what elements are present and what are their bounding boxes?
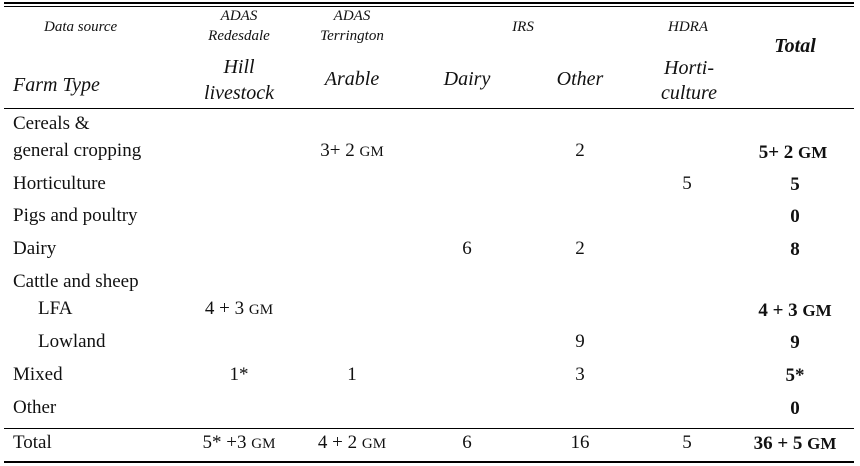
cell-total-hdra: 5	[682, 432, 692, 453]
subhead-arable: Arable	[324, 68, 380, 90]
cell-horticulture-hdra: 5	[682, 173, 692, 194]
source-redesdale-line2: Redesdale	[208, 28, 270, 44]
top-rule-inner	[4, 6, 854, 7]
cell-cereals-total: 5+ 2 GM	[758, 142, 828, 163]
source-irs: IRS	[512, 19, 534, 35]
row-label-cereals-line2: general cropping	[13, 140, 142, 161]
subhead-other: Other	[556, 68, 604, 90]
cell-lfa-total: 4 + 3 GM	[758, 300, 832, 321]
cell-dairy-total: 8	[790, 239, 800, 260]
cell-pigs-total: 0	[790, 206, 800, 227]
total-header: Total	[774, 35, 816, 57]
cell-total-irs-dairy: 6	[462, 432, 472, 453]
cell-total-redesdale: 5* +3 GM	[202, 432, 276, 453]
farm-type-label: Farm Type	[13, 74, 100, 96]
row-label-mixed: Mixed	[13, 364, 63, 385]
cell-lfa-redesdale: 4 + 3 GM	[204, 298, 274, 319]
totals-rule	[4, 428, 854, 429]
row-label-other: Other	[13, 397, 57, 418]
row-label-cattle-sheep: Cattle and sheep	[13, 271, 139, 292]
cell-mixed-irs-other: 3	[575, 364, 585, 385]
header-rule	[4, 108, 854, 109]
cell-cereals-irs-other: 2	[575, 140, 585, 161]
row-label-horticulture: Horticulture	[13, 173, 106, 194]
bottom-rule	[4, 461, 854, 463]
subhead-hill-line1: Hill	[223, 56, 255, 78]
cell-dairy-irs-other: 2	[575, 238, 585, 259]
row-label-pigs: Pigs and poultry	[13, 205, 138, 226]
cell-mixed-total: 5*	[785, 365, 805, 386]
source-hdra: HDRA	[668, 19, 708, 35]
row-label-total: Total	[13, 432, 52, 453]
row-label-lfa: LFA	[38, 298, 73, 319]
cell-mixed-redesdale: 1*	[229, 364, 249, 385]
subhead-horti-line1: Horti-	[664, 57, 714, 79]
cell-total-terrington: 4 + 2 GM	[317, 432, 387, 453]
data-source-label: Data source	[44, 19, 118, 35]
row-label-cereals-line1: Cereals &	[13, 113, 90, 134]
cell-lowland-total: 9	[790, 332, 800, 353]
top-rule	[4, 2, 854, 4]
cell-horticulture-total: 5	[790, 174, 800, 195]
subhead-dairy: Dairy	[443, 68, 491, 90]
subhead-hill-line2: livestock	[204, 82, 274, 104]
cell-total-irs-other: 16	[570, 432, 590, 453]
source-terrington-line1: ADAS	[333, 8, 371, 24]
subhead-horti-line2: culture	[661, 82, 717, 104]
cell-lowland-irs-other: 9	[575, 331, 585, 352]
cell-dairy-irs-dairy: 6	[462, 238, 472, 259]
cell-cereals-terrington: 3+ 2 GM	[320, 140, 384, 161]
row-label-dairy: Dairy	[13, 238, 57, 259]
cell-other-total: 0	[790, 398, 800, 419]
cell-grand-total: 36 + 5 GM	[753, 433, 837, 454]
cell-mixed-terrington: 1	[347, 364, 357, 385]
row-label-lowland: Lowland	[38, 331, 106, 352]
source-terrington-line2: Terrington	[320, 28, 384, 44]
source-redesdale-line1: ADAS	[220, 8, 258, 24]
